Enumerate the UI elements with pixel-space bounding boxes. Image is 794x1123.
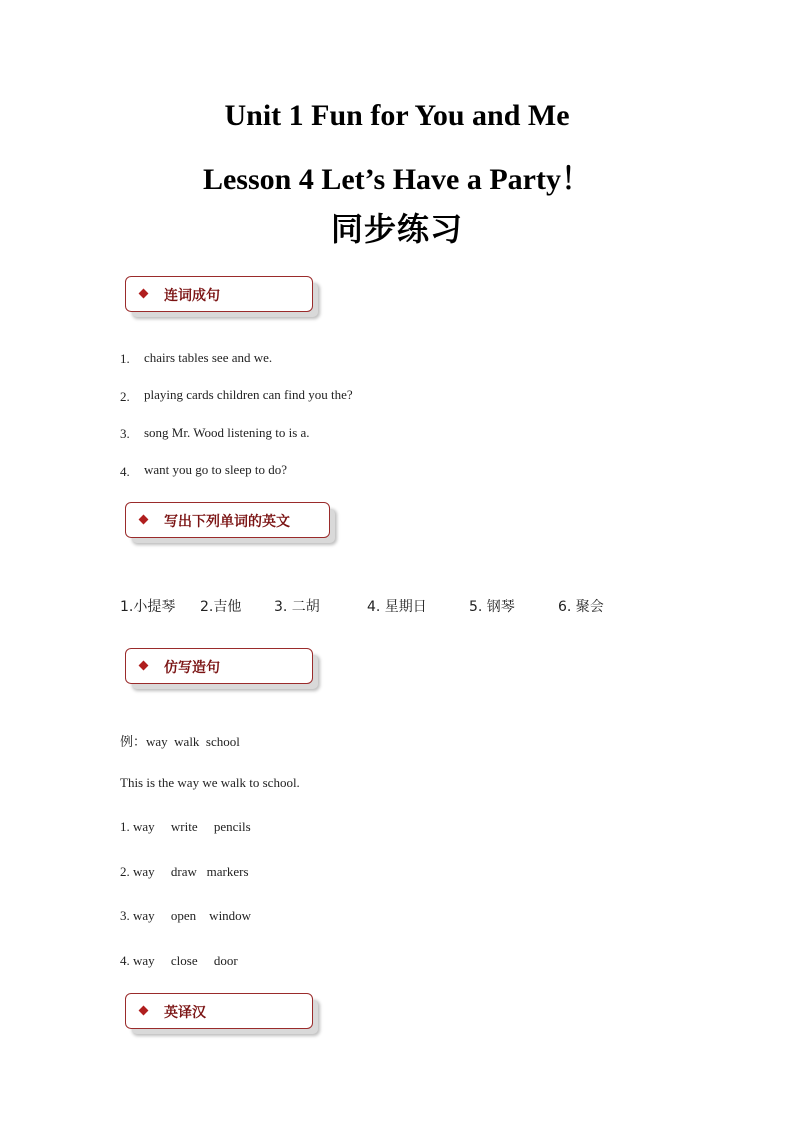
word-item: 4. 星期日	[367, 599, 427, 615]
section-header-scramble	[125, 276, 313, 312]
exercise-title: 同步练习	[330, 210, 463, 248]
scramble-sentence: playing cards children can find you the?	[144, 387, 353, 402]
diamond-bullet-icon	[139, 1006, 149, 1016]
item-number: 1.	[120, 351, 130, 366]
section-label: 连词成句	[164, 288, 220, 304]
word-item: 3. 二胡	[274, 599, 320, 615]
section-label: 英译汉	[164, 1005, 206, 1021]
item-number: 2.	[120, 389, 130, 404]
lesson-title: Lesson 4 Let’s Have a Party！	[202, 163, 591, 196]
item-number: 4.	[120, 464, 130, 479]
unit-title: Unit 1 Fun for You and Me	[224, 99, 570, 132]
imitate-item: 1. way write pencils	[120, 819, 251, 834]
imitate-item: 2. way draw markers	[120, 864, 249, 879]
example-prompt: 例：way walk school	[120, 734, 240, 749]
diamond-bullet-icon	[139, 515, 149, 525]
scramble-sentence: song Mr. Wood listening to is a.	[144, 425, 310, 440]
imitate-item: 4. way close door	[120, 953, 238, 968]
example-sentence: This is the way we walk to school.	[120, 775, 300, 790]
scramble-sentence: chairs tables see and we.	[144, 350, 273, 365]
word-item: 2.吉他	[200, 599, 242, 615]
diamond-bullet-icon	[139, 661, 149, 671]
section-label: 写出下列单词的英文	[164, 514, 290, 530]
word-item: 1.小提琴	[120, 599, 176, 615]
diamond-bullet-icon	[139, 289, 149, 299]
scramble-sentence: want you go to sleep to do?	[144, 462, 287, 477]
imitate-item: 3. way open window	[120, 908, 252, 923]
word-item: 5. 钢琴	[469, 599, 515, 615]
section-label: 仿写造句	[164, 660, 220, 676]
section-header-translate-words	[125, 502, 330, 538]
section-header-en-to-cn	[125, 993, 313, 1029]
item-number: 3.	[120, 426, 130, 441]
section-header-imitate	[125, 648, 313, 684]
word-item: 6. 聚会	[558, 599, 604, 615]
